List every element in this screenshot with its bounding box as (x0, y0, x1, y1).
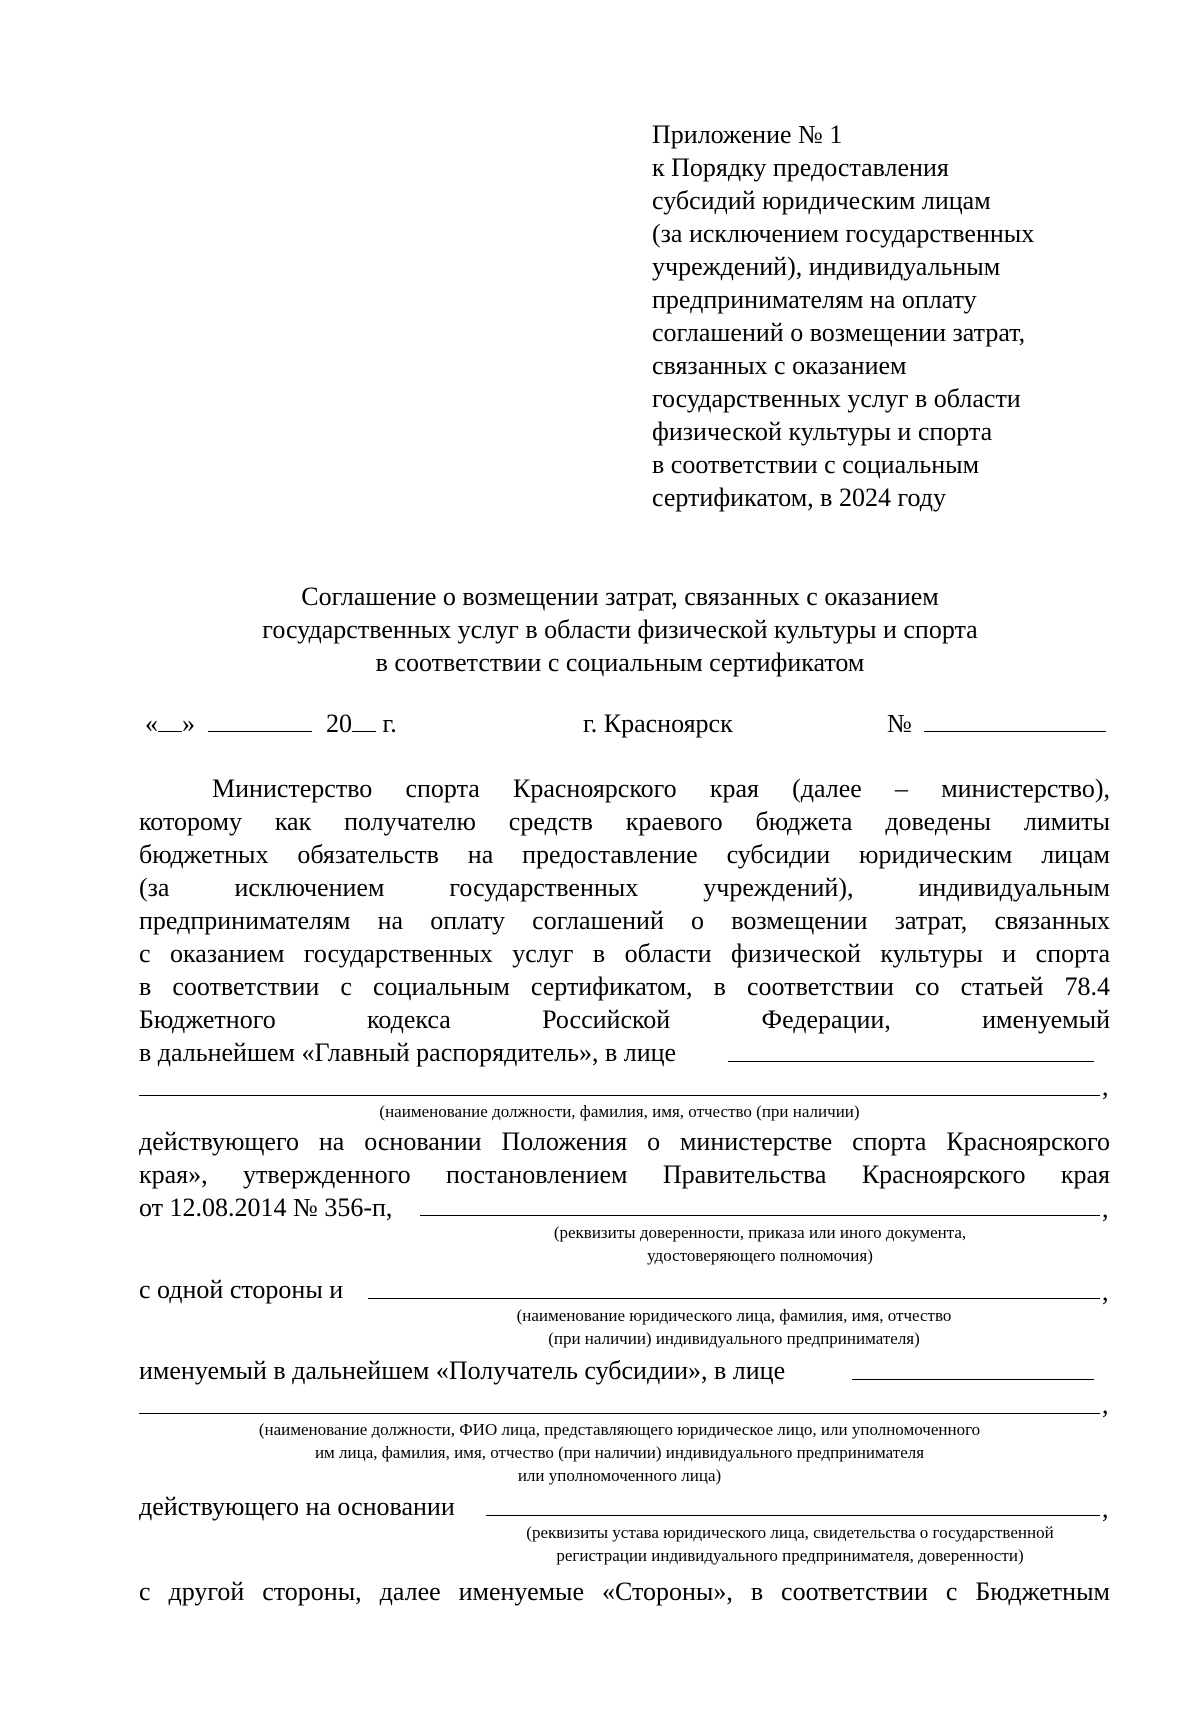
recipient-blank (852, 1379, 1094, 1380)
comma: , (1102, 1494, 1109, 1523)
year-prefix: 20 (326, 709, 352, 738)
title-line: Соглашение о возмещении затрат, связанных с оказанием (301, 582, 939, 611)
agreement-number (887, 707, 1106, 740)
number-blank (924, 709, 1106, 732)
note-rep: или уполномоченного лица) (517, 1466, 722, 1485)
appendix-line: государственных услуг в области (652, 384, 1021, 413)
appendix-line: связанных с оказанием (652, 351, 907, 380)
body-line: в соответствии с социальным сертификатом, в соответствии со статьей 78.4 (139, 972, 1110, 1001)
title-line: государственных услуг в области физической культуры и спорта (262, 615, 978, 644)
number-sign: № (887, 709, 912, 738)
body-line-in-person: в дальнейшем «Главный распорядитель», в лице (139, 1038, 677, 1067)
body-line: бюджетных обязательств на предоставление субсидии юридическим лицам (139, 840, 1110, 869)
body-line: Министерство спорта Красноярского края (далее – министерство), (212, 774, 1110, 803)
comma: , (1102, 1072, 1109, 1101)
entity-blank (368, 1298, 1100, 1299)
note-official: (наименование должности, фамилия, имя, отчество (при наличии) (379, 1102, 860, 1121)
note-power: (реквизиты доверенности, приказа или иного документа, (553, 1223, 967, 1242)
recipient-label: именуемый в дальнейшем «Получатель субсидии», в лице (139, 1356, 786, 1385)
note-charter: регистрации индивидуального предпринимателя, доверенности) (556, 1546, 1024, 1565)
appendix-line: соглашений о возмещении затрат, (652, 318, 1026, 347)
appendix-line: субсидий юридическим лицам (652, 186, 991, 215)
official-blank (728, 1061, 1094, 1062)
acting-basis-label: действующего на основании (139, 1492, 455, 1521)
charter-blank (486, 1515, 1100, 1516)
city: г. Красноярск (583, 709, 733, 738)
day-blank (158, 709, 182, 732)
body-line: Бюджетного кодекса Российской Федерации, именуемый (139, 1005, 1110, 1034)
body-line: (за исключением государственных учреждений), индивидуальным (139, 873, 1110, 902)
appendix-line: физической культуры и спорта (652, 417, 993, 446)
note-rep: им лица, фамилия, имя, отчество (при наличии) индивидуального предпринимателя (314, 1443, 925, 1462)
year-blank (352, 709, 376, 732)
year-suffix: г. (382, 709, 397, 738)
body-line: предпринимателям на оплату соглашений о возмещении затрат, связанных (139, 906, 1110, 935)
agreement-title (140, 580, 1100, 679)
appendix-line: учреждений), индивидуальным (652, 252, 1001, 281)
quote-close: » (182, 709, 195, 738)
comma: , (1102, 1194, 1109, 1223)
quote-open: « (145, 709, 158, 738)
appendix-line: (за исключением государственных (652, 219, 1035, 248)
official-full-blank (139, 1095, 1100, 1096)
decree-reference: от 12.08.2014 № 356-п, (139, 1193, 393, 1222)
body-line: с другой стороны, далее именуемые «Стороны», в соответствии с Бюджетным (139, 1577, 1110, 1606)
appendix-line: предпринимателям на оплату (652, 285, 977, 314)
body-line: действующего на основании Положения о министерстве спорта Красноярского (139, 1127, 1110, 1156)
date-field (145, 707, 397, 740)
appendix-line: Приложение № 1 (652, 120, 843, 149)
rep-full-blank (139, 1413, 1100, 1414)
note-rep: (наименование должности, ФИО лица, представляющего юридическое лицо, или уполномоченного (258, 1420, 981, 1439)
appendix-line: к Порядку предоставления (652, 153, 949, 182)
appendix-header (652, 118, 1122, 514)
title-line: в соответствии с социальным сертификатом (375, 648, 865, 677)
one-side-label: с одной стороны и (139, 1275, 344, 1304)
comma: , (1102, 1390, 1109, 1419)
appendix-line: сертификатом, в 2024 году (652, 483, 946, 512)
note-power: удостоверяющего полномочия) (647, 1246, 873, 1265)
note-entity: (при наличии) индивидуального предпринимателя) (548, 1329, 920, 1348)
comma: , (1102, 1277, 1109, 1306)
body-line: которому как получателю средств краевого бюджета доведены лимиты (139, 807, 1110, 836)
body-line: с оказанием государственных услуг в области физической культуры и спорта (139, 939, 1110, 968)
note-entity: (наименование юридического лица, фамилия, имя, отчество (516, 1306, 952, 1325)
appendix-line: в соответствии с социальным (652, 450, 980, 479)
body-line: края», утвержденного постановлением Правительства Красноярского края (139, 1160, 1110, 1189)
note-charter: (реквизиты устава юридического лица, свидетельства о государственной (526, 1523, 1054, 1542)
power-blank (420, 1215, 1100, 1216)
month-blank (208, 709, 312, 732)
